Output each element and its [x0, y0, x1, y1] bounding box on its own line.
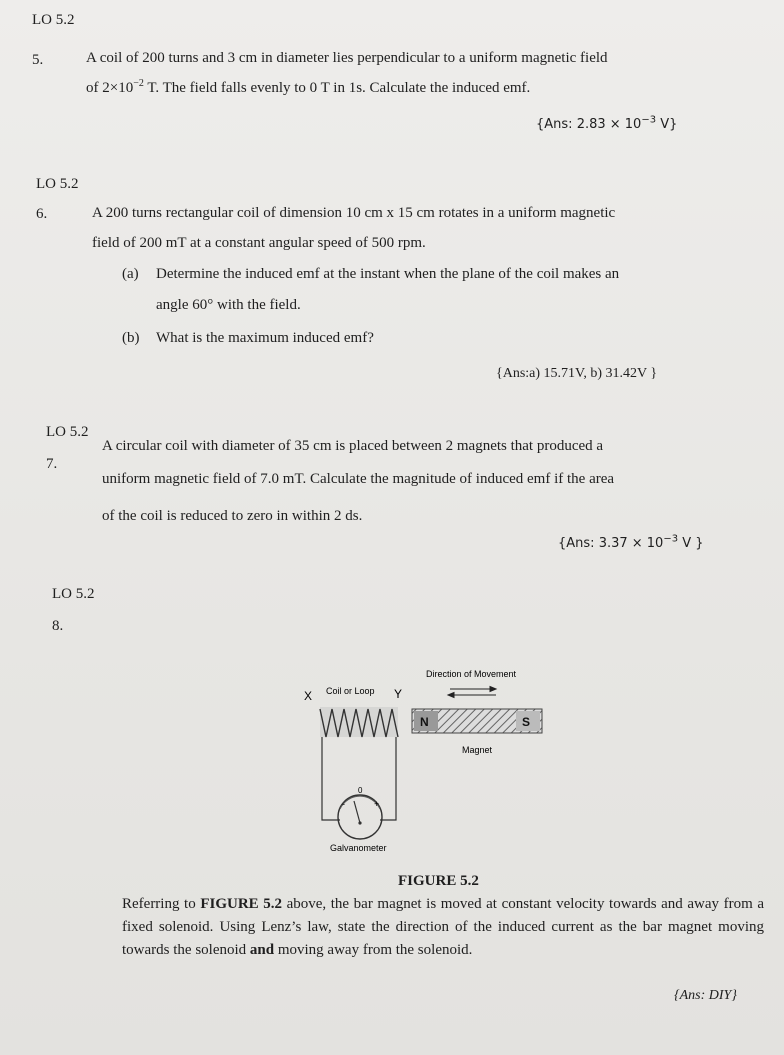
label-n: N: [420, 715, 429, 729]
label-galvanometer: Galvanometer: [330, 843, 387, 853]
label-x: X: [304, 689, 313, 703]
q8-answer: {Ans: DIY}: [674, 988, 737, 1003]
q5-line-2: of $2\times 10^{-2}$ T. The field falls evenly to 0 T in 1s. Calculate the induced emf.: [86, 78, 531, 96]
q5-answer: {Ans: $2.83 \times 10^{-3}$ V}: [536, 114, 678, 132]
q8-paragraph: Referring to FIGURE 5.2 above, the bar magnet is moved at constant velocity towards and away from a fixed solenoid. Using Lenz’s law, state the direction of the induced current as the bar magnet moving towards the solenoid and moving away from the solenoid.: [122, 896, 765, 958]
q6-part-b-label: (b): [122, 330, 140, 346]
galvanometer: [338, 786, 382, 839]
question-number-6: 6.: [36, 206, 48, 222]
lo-label-q6: LO 5.2: [36, 176, 79, 192]
q6-part-a-label: (a): [122, 266, 139, 282]
label-direction-of-movement: Direction of Movement: [426, 669, 517, 679]
direction-arrows: [448, 687, 496, 698]
q6-line-1: A 200 turns rectangular coil of dimension 10 cm x 15 cm rotates in a uniform magnetic: [92, 205, 616, 221]
q7-line-3: of the coil is reduced to zero in within 2 ds.: [102, 508, 363, 524]
q7-line-2: uniform magnetic field of 7.0 mT. Calculate the magnitude of induced emf if the area: [102, 471, 615, 487]
q6-line-2: field of 200 mT at a constant angular speed of 500 rpm.: [92, 235, 426, 251]
lo-label-q5: LO 5.2: [32, 12, 75, 28]
label-coil-or-loop: Coil or Loop: [326, 686, 375, 696]
q6-part-a-line-2: angle 60° with the field.: [156, 297, 301, 313]
q7-line-1: A circular coil with diameter of 35 cm is placed between 2 magnets that produced a: [102, 438, 604, 454]
q7-answer: {Ans: $3.37 \times 10^{-3}$ V }: [558, 533, 704, 551]
figure-caption: FIGURE 5.2: [398, 873, 479, 889]
lo-label-q8: LO 5.2: [52, 586, 95, 602]
question-number-7: 7.: [46, 456, 58, 472]
galvanometer-needle: [354, 801, 360, 823]
label-magnet: Magnet: [462, 745, 493, 755]
label-plus: +: [374, 799, 380, 809]
coil: [320, 707, 398, 737]
label-zero: 0: [358, 786, 363, 795]
q6-part-a-line-1: Determine the induced emf at the instant when the plane of the coil makes an: [156, 266, 620, 282]
circuit-wires: [322, 737, 396, 820]
question-number-8: 8.: [52, 618, 64, 634]
lo-label-q7: LO 5.2: [46, 424, 89, 440]
label-minus: -: [342, 799, 345, 809]
label-s: S: [522, 715, 531, 729]
figure-5-2-diagram: [290, 665, 580, 860]
q5-line-1: A coil of 200 turns and 3 cm in diameter lies perpendicular to a uniform magnetic field: [86, 50, 608, 66]
label-y: Y: [394, 687, 403, 701]
question-number-5: 5.: [32, 52, 44, 68]
q6-answer: {Ans:a) 15.71V, b) 31.42V }: [496, 366, 658, 381]
bar-magnet: [412, 709, 542, 733]
q6-part-b-line: What is the maximum induced emf?: [156, 330, 374, 346]
